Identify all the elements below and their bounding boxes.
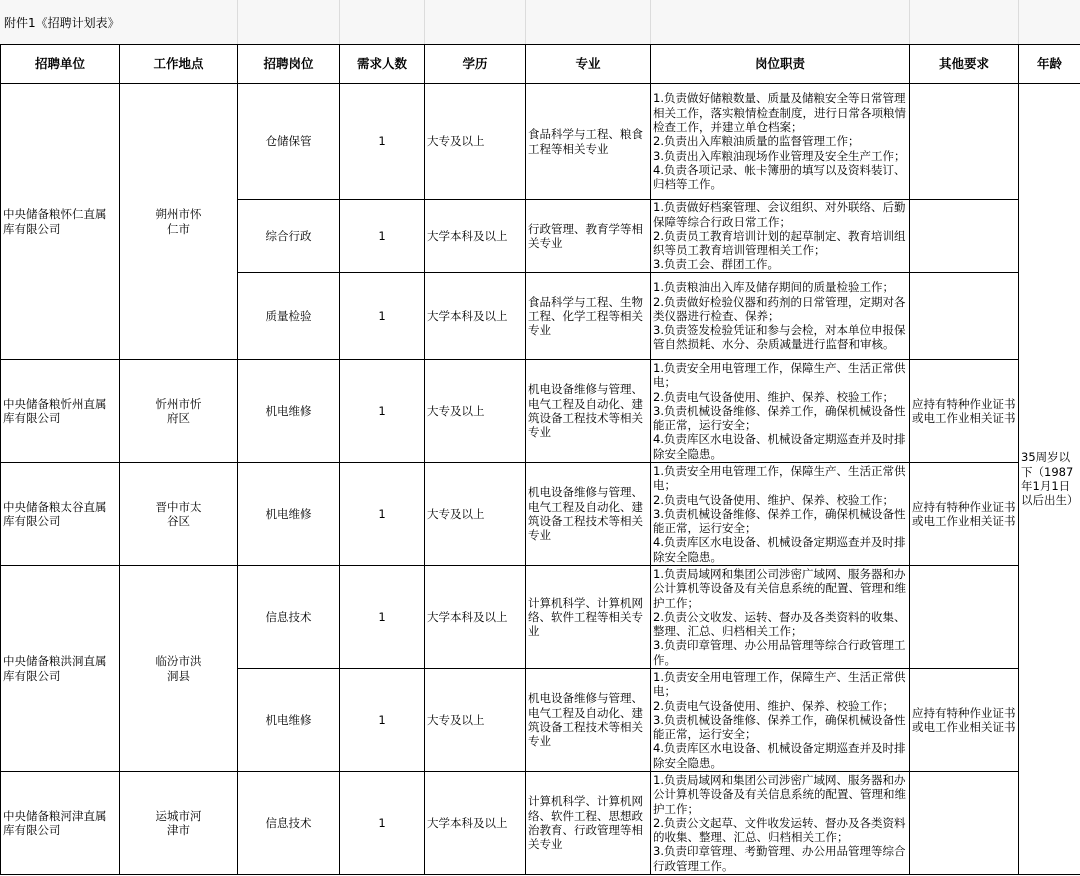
post-cell: 机电维修 [238,463,340,566]
duty-line: 2.负责电气设备使用、维护、保养、校验工作； [653,492,894,507]
other-requirements-cell [910,273,1019,360]
duty-line: 3.负责工会、群团工作。 [653,257,779,272]
major-cell: 计算机科学、计算机网络、软件工程等相关专业 [526,566,651,669]
duty-line: 3.负责出入库粮油现场作业管理及安全生产工作； [653,148,906,163]
header-major: 专业 [526,45,651,84]
duty-line: 1.负责安全用电管理工作，保障生产、生活正常供电； [653,463,906,493]
table-row [1,463,1080,566]
duties-cell [651,669,910,772]
duty-line: 2.负责电气设备使用、维护、保养、校验工作； [653,698,894,713]
header-education: 学历 [425,45,526,84]
count-cell: 1 [340,566,425,669]
count-cell: 1 [340,273,425,360]
unit-name-cell: 中央储备粮太谷直属库有限公司 [1,463,120,566]
unit-name-cell: 中央储备粮忻州直属库有限公司 [1,360,120,463]
duty-line: 2.负责出入库粮油质量的监督管理工作； [653,134,860,149]
location-cell: 忻州市忻府区 [120,360,238,463]
duty-line: 3.负责印章管理、考勤管理、办公用品管理等综合行政管理工作。 [653,844,906,873]
table-header-row [1,45,1080,84]
recruitment-plan-table [0,44,1080,875]
post-cell: 信息技术 [238,772,340,875]
table-row [1,566,1080,669]
location-cell: 晋中市太谷区 [120,463,238,566]
duties-cell [651,463,910,566]
education-cell: 大专及以上 [425,669,526,772]
unit-name-cell: 中央储备粮洪洞直属库有限公司 [1,566,120,772]
other-requirements-cell: 应持有特种作业证书或电工作业相关证书 [910,360,1019,463]
duties-cell [651,273,910,360]
duty-line: 4.负责各项记录、帐卡簿册的填写以及资料装订、归档等工作。 [653,162,906,192]
duty-line: 2.负责员工教育培训计划的起草制定、教育培训组织等员工教育培训管理相关工作； [653,228,906,258]
major-cell: 计算机科学、计算机网络、软件工程、思想政治教育、行政管理等相关专业 [526,772,651,875]
education-cell: 大学本科及以上 [425,772,526,875]
other-requirements-cell [910,84,1019,200]
other-requirements-cell [910,566,1019,669]
post-cell: 机电维修 [238,669,340,772]
duty-line: 3.负责机械设备维修、保养工作，确保机械设备性能正常，运行安全； [653,403,906,433]
duties-cell [651,566,910,669]
count-cell: 1 [340,200,425,273]
header-other: 其他要求 [910,45,1019,84]
other-requirements-cell: 应持有特种作业证书或电工作业相关证书 [910,669,1019,772]
duties-cell [651,84,910,200]
duty-line: 1.负责安全用电管理工作，保障生产、生活正常供电； [653,669,906,699]
major-cell: 机电设备维修与管理、电气工程及自动化、建筑设备工程技术等相关专业 [526,669,651,772]
table-row [1,360,1080,463]
duty-line: 2.负责电气设备使用、维护、保养、校验工作； [653,389,894,404]
location-cell: 临汾市洪洞县 [120,566,238,772]
count-cell: 1 [340,463,425,566]
table-row [1,84,1080,200]
education-cell: 大学本科及以上 [425,566,526,669]
age-requirement-cell: 35周岁以下（1987年1月1日以后出生） [1019,84,1080,875]
count-cell: 1 [340,772,425,875]
location-cell: 朔州市怀仁市 [120,84,238,360]
post-cell: 信息技术 [238,566,340,669]
duty-line: 4.负责库区水电设备、机械设备定期巡查并及时排除安全隐患。 [653,432,906,461]
post-cell: 质量检验 [238,273,340,360]
duty-line: 1.负责安全用电管理工作，保障生产、生活正常供电； [653,360,906,390]
duty-line: 3.负责印章管理、办公用品管理等综合行政管理工作。 [653,638,906,667]
duties-cell [651,200,910,273]
education-cell: 大专及以上 [425,84,526,200]
header-location: 工作地点 [120,45,238,84]
education-cell: 大专及以上 [425,463,526,566]
post-cell: 仓储保管 [238,84,340,200]
header-post: 招聘岗位 [238,45,340,84]
unit-name-cell: 中央储备粮怀仁直属库有限公司 [1,84,120,360]
header-unit: 招聘单位 [1,45,120,84]
duty-line: 1.负责做好档案管理、会议组织、对外联络、后勤保障等综合行政日常工作； [653,200,906,229]
duty-line: 2.负责公文收发、运转、督办及各类资料的收集、整理、汇总、归档相关工作； [653,609,906,639]
duty-line: 3.负责机械设备维修、保养工作，确保机械设备性能正常，运行安全； [653,712,906,742]
other-requirements-cell [910,772,1019,875]
post-cell: 综合行政 [238,200,340,273]
education-cell: 大学本科及以上 [425,200,526,273]
duty-line: 1.负责粮油出入库及储存期间的质量检验工作； [653,280,894,295]
duty-line: 4.负责库区水电设备、机械设备定期巡查并及时排除安全隐患。 [653,535,906,564]
major-cell: 机电设备维修与管理、电气工程及自动化、建筑设备工程技术等相关专业 [526,463,651,566]
other-requirements-cell [910,200,1019,273]
header-count: 需求人数 [340,45,425,84]
duty-line: 1.负责局域网和集团公司涉密广域网、服务器和办公计算机等设备及有关信息系统的配置、管理和维护工作； [653,566,906,610]
major-cell: 机电设备维修与管理、电气工程及自动化、建筑设备工程技术等相关专业 [526,360,651,463]
duty-line: 3.负责机械设备维修、保养工作，确保机械设备性能正常，运行安全； [653,506,906,536]
duty-line: 4.负责库区水电设备、机械设备定期巡查并及时排除安全隐患。 [653,741,906,770]
location-cell: 运城市河津市 [120,772,238,875]
table-row [1,772,1080,875]
duties-cell [651,360,910,463]
title-row [0,0,1080,44]
unit-name-cell: 中央储备粮河津直属库有限公司 [1,772,120,875]
header-age: 年龄 [1019,45,1080,84]
other-requirements-cell: 应持有特种作业证书或电工作业相关证书 [910,463,1019,566]
education-cell: 大学本科及以上 [425,273,526,360]
major-cell: 食品科学与工程、粮食工程等相关专业 [526,84,651,200]
education-cell: 大专及以上 [425,360,526,463]
major-cell: 食品科学与工程、生物工程、化学工程等相关专业 [526,273,651,360]
duty-line: 3.负责签发检验凭证和参与会检，对本单位申报保管自然损耗、水分、杂质减量进行监督和审核。 [653,323,906,352]
sheet-title: 附件1《招聘计划表》 [4,16,120,30]
count-cell: 1 [340,669,425,772]
duty-line: 2.负责做好检验仪器和药剂的日常管理，定期对各类仪器进行检查、保养； [653,294,906,323]
post-cell: 机电维修 [238,360,340,463]
duties-cell [651,772,910,875]
duty-line: 1.负责局域网和集团公司涉密广域网、服务器和办公计算机等设备及有关信息系统的配置、管理和维护工作； [653,772,906,816]
duty-line: 2.负责公文起草、文件收发运转、督办及各类资料的收集、整理、汇总、归档相关工作； [653,815,906,845]
count-cell: 1 [340,84,425,200]
duty-line: 1.负责做好储粮数量、质量及储粮安全等日常管理相关工作，落实粮情检查制度，进行日常各项粮情检查工作，并建立单仓档案； [653,91,906,135]
header-duties: 岗位职责 [651,45,910,84]
major-cell: 行政管理、教育学等相关专业 [526,200,651,273]
count-cell: 1 [340,360,425,463]
